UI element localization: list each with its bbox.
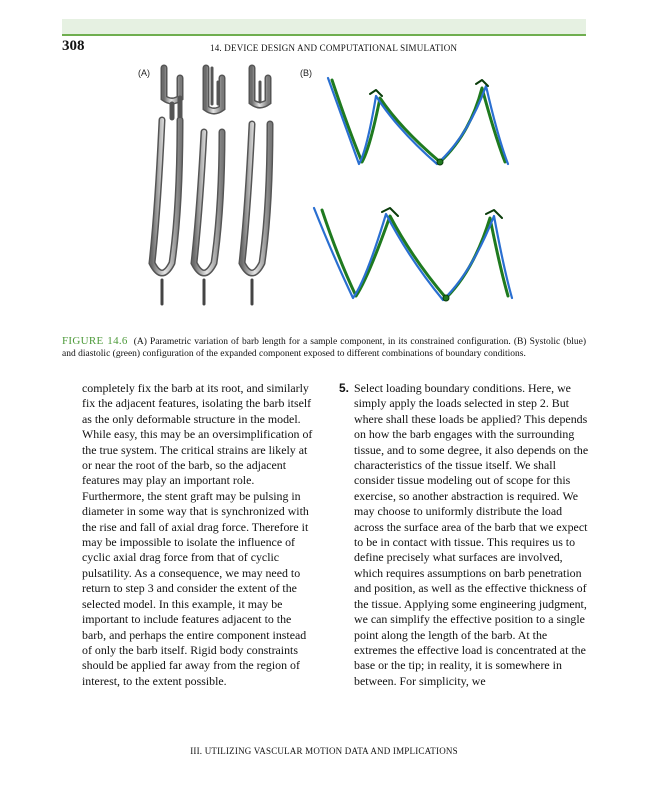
right-column [339, 381, 589, 689]
left-paragraph: completely fix the barb at its root, and similarly fix the adjacent features, isolating the barb itself as the only deformable structure in the model. While easy, this may be an oversimplification of the true system. The critical strains are likely at or near the root of the barb, so the adjacent features may play an important role. Furthermore, the stent graft may be pulsing in diameter in some way that is synchronized with the rise and fall of axial drag force. Therefore it may be impossible to isolate the influence of cyclic axial drag force from that of cyclic pulsatility. As a consequence, we may need to return to step 3 and consider the extent of the selected model. In this example, it may be important to include features adjacent to the barb, and perhaps the entire component instead of only the barb itself. Rigid body constraints should be applied far away from the region of interest, to the extent possible. [82, 381, 313, 688]
barb-component-long [242, 68, 270, 304]
header-rule [62, 34, 586, 36]
right-paragraph: Select loading boundary conditions. Here, we simply apply the loads selected in step 2. But where shall these loads be applied? This depends on how the barb engages with the surrounding tissue, and to some degree, it also depends on the characteristics of the tissue itself. We shall consider tissue modeling out of scope for this exercise, so another abstraction is required. We may choose to uniformly distribute the load across the surface area of the barb that we expect to be in contact with tissue. This requires us to define precisely what surfaces are involved, which requires assumptions on barb penetration and position, as well as the effective thickness of the tissue. Applying some engineering judgment, we can simplify the effective position to a single point along the length of the barb. At the extremes the effective load is concentrated at the base or the tip; in reality, it is somewhere in between. For simplicity, we [354, 381, 589, 688]
figure-artwork [100, 58, 560, 326]
panel-a-label: (A) [138, 68, 150, 78]
figure-14-6 [100, 58, 560, 326]
figure-label: FIGURE 14.6 [62, 335, 128, 347]
panel-b-label: (B) [300, 68, 312, 78]
running-head: 14. DEVICE DESIGN AND COMPUTATIONAL SIMULATION [210, 43, 458, 53]
page-number: 308 [62, 38, 85, 54]
barb-component-short [152, 68, 180, 304]
caption-text: (A) Parametric variation of barb length for a sample component, in its constrained configuration. (B) Systolic (blue) and diastolic (green) configuration of the expanded component exposed to different combinations of boundary conditions. [62, 337, 586, 359]
expanded-configuration-bottom [314, 208, 512, 301]
left-column [82, 381, 318, 689]
step-number: 5. [339, 381, 349, 395]
expanded-configuration-top [328, 78, 508, 165]
running-footer: III. UTILIZING VASCULAR MOTION DATA AND IMPLICATIONS [190, 746, 458, 756]
figure-caption [62, 336, 586, 360]
barb-component-medium [194, 68, 222, 304]
header-band [62, 19, 586, 34]
